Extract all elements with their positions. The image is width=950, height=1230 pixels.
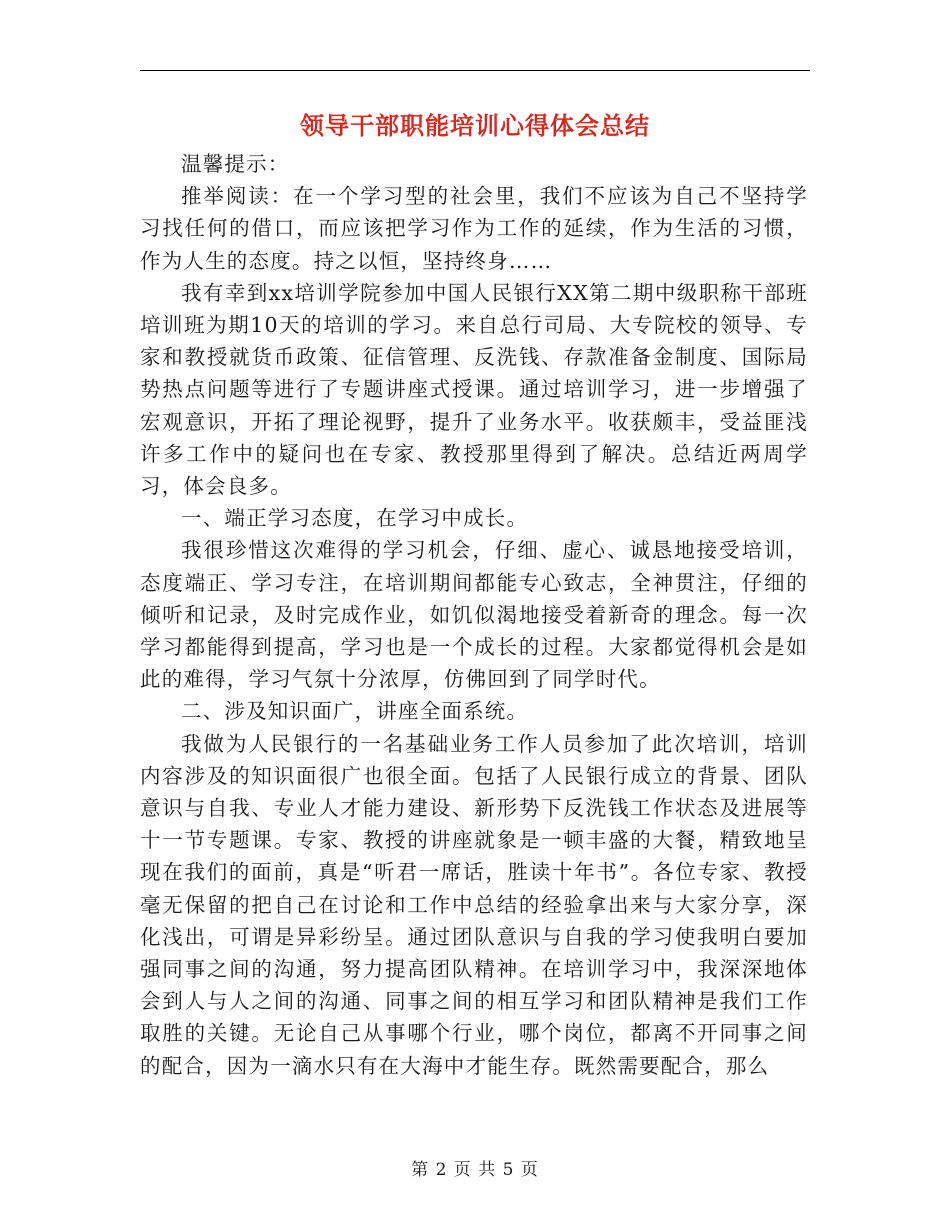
section-1-paragraph: 我很珍惜这次难得的学习机会，仔细、虚心、诚恳地接受培训，态度端正、学习专注，在培训期间都能专心致志，全神贯注，仔细的倾听和记录，及时完成作业，如饥似渴地接受着新奇的理念。每一次学习都能得到提高，学习也是一个成长的过程。大家都觉得机会是如此的难得，学习气氛十分浓厚，仿佛回到了同学时代。 (140, 538, 808, 692)
section-heading-1: 一、端正学习态度，在学习中成长。 (181, 506, 529, 531)
intro-paragraph: 我有幸到xx培训学院参加中国人民银行XX第二期中级职称干部班培训班为期10天的培训的学习。来自总行司局、大专院校的领导、专家和教授就货币政策、征信管理、反洗钱、存款准备金制度、国际局势热点问题等进行了专题讲座式授课。通过培训学习，进一步增强了宏观意识，开拓了理论视野，提升了业务水平。收获颇丰，受益匪浅许多工作中的疑问也在专家、教授那里得到了解决。总结近两周学习，体会良多。 (140, 280, 808, 499)
section-heading-2: 二、涉及知识面广，讲座全面系统。 (181, 699, 529, 724)
document-title: 领导干部职能培训心得体会总结 (300, 111, 650, 140)
section-2-paragraph: 我做为人民银行的一名基础业务工作人员参加了此次培训，培训内容涉及的知识面很广也很全面。包括了人民银行成立的背景、团队意识与自我、专业人才能力建设、新形势下反洗钱工作状态及进展等十一节专题课。专家、教授的讲座就象是一顿丰盛的大餐，精致地呈现在我们的面前，真是“听君一席话，胜读十年书”。各位专家、教授毫无保留的把自己在讨论和工作中总结的经验拿出来与大家分享，深化浅出，可谓是异彩纷呈。通过团队意识与自我的学习使我明白要加强同事之间的沟通，努力提高团队精神。在培训学习中，我深深地体会到人与人之间的沟通、同事之间的相互学习和团队精神是我们工作取胜的关键。无论自己从事哪个行业，哪个岗位，都离不开同事之间的配合，因为一滴水只有在大海中才能生存。既然需要配合，那么 (140, 731, 808, 1078)
header-rule (140, 70, 810, 71)
recommended-reading-paragraph: 推举阅读：在一个学习型的社会里，我们不应该为自己不坚持学习找任何的借口，而应该把学习作为工作的延续，作为生活的习惯，作为人生的态度。持之以恒，坚持终身…… (140, 184, 808, 273)
document-body (140, 148, 808, 1082)
tip-heading: 温馨提示： (181, 152, 290, 176)
page-number: 第 2 页 共 5 页 (411, 1160, 539, 1180)
